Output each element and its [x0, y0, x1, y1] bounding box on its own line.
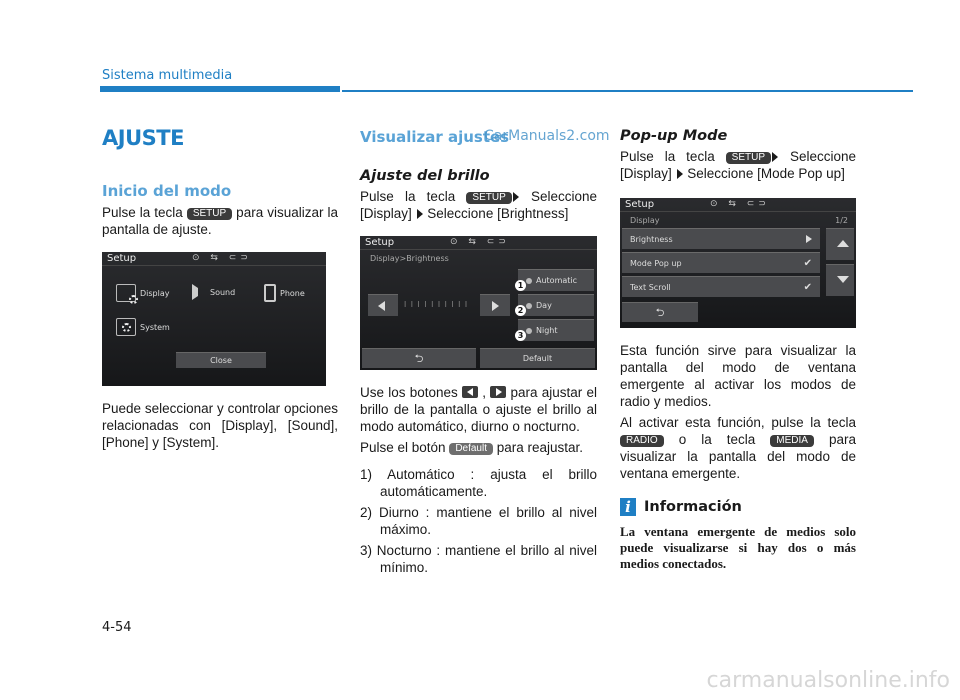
- label: Phone: [280, 288, 305, 298]
- text: Seleccione [Mode Pop up]: [683, 166, 845, 181]
- option-night[interactable]: [518, 319, 594, 341]
- screen-title: Setup: [107, 253, 137, 264]
- scroll-down-button[interactable]: [826, 264, 854, 296]
- default-key: Default: [449, 443, 493, 455]
- chevron-right-icon: [806, 235, 812, 243]
- radio-icon: [526, 278, 532, 284]
- row-text-scroll[interactable]: [622, 276, 820, 297]
- paragraph-botones: [360, 384, 597, 435]
- brightness-slider[interactable]: l l l l l l l l l l: [404, 300, 469, 309]
- media-key: MEDIA: [770, 435, 814, 447]
- options-list: [360, 466, 597, 576]
- label: System: [140, 322, 170, 332]
- status-icons: ⊙ ⇆ ⊂⊃: [710, 199, 770, 209]
- list-item: 2) Diurno : mantiene el brillo al nivel máximo.: [360, 505, 597, 537]
- check-icon: ✔: [803, 257, 812, 269]
- right-button[interactable]: [480, 294, 510, 316]
- close-button[interactable]: Close: [176, 352, 266, 368]
- radio-icon: [526, 328, 532, 334]
- subtitle-brillo: Ajuste del brillo: [360, 168, 490, 184]
- footer-watermark: carmanualsonline.info: [706, 668, 950, 693]
- back-icon: ⮌: [414, 352, 424, 365]
- info-icon: i: [620, 498, 636, 516]
- menu-sound[interactable]: [192, 284, 235, 300]
- column-2: [360, 126, 597, 580]
- paragraph-reajustar: [360, 439, 597, 456]
- page-number: 4-54: [102, 620, 132, 635]
- left-button[interactable]: [368, 294, 398, 316]
- page-title: AJUSTE: [102, 126, 184, 150]
- arrow-icon: [772, 152, 778, 162]
- scroll-up-button[interactable]: [826, 228, 854, 260]
- section-title-visualizar: Visualizar ajustes: [360, 128, 510, 146]
- list-item: 3) Nocturno : mantiene el brillo al nivel mínimo.: [360, 543, 597, 575]
- text: Seleccione [Brightness]: [423, 206, 569, 221]
- callout-3: 3: [515, 330, 526, 341]
- header-bar: [100, 86, 340, 92]
- text: para reajustar.: [493, 440, 584, 455]
- setup-key: SETUP: [466, 192, 511, 204]
- row-mode-pop-up[interactable]: [622, 252, 820, 273]
- header-line: [342, 90, 913, 92]
- arrow-icon: [417, 209, 423, 219]
- label: Display: [140, 288, 170, 298]
- list-item: 1) Automático : ajusta el brillo automáticamente.: [360, 467, 597, 499]
- text: para visualizar la pantalla de ajuste.: [102, 205, 339, 237]
- paragraph-popup: [620, 148, 856, 182]
- default-button[interactable]: Default: [480, 348, 595, 368]
- text: para ajustar el brillo de la pantalla o ajuste el brillo al modo automático, diurno o nocturno.: [360, 385, 597, 434]
- label: Sound: [210, 287, 236, 297]
- setup-key: SETUP: [187, 208, 232, 220]
- left-arrow-icon: [378, 301, 385, 311]
- text: Pulse la tecla: [102, 205, 187, 220]
- row-brightness[interactable]: [622, 228, 820, 249]
- menu-system[interactable]: [116, 318, 170, 336]
- setup-key: SETUP: [726, 152, 771, 164]
- text: Pulse la tecla: [360, 189, 467, 204]
- paragraph-inicio: [102, 204, 338, 238]
- up-arrow-icon: [837, 240, 849, 247]
- label: Brightness: [630, 234, 673, 244]
- subtitle-popup: Pop-up Mode: [620, 128, 728, 144]
- paragraph-brillo: [360, 188, 597, 222]
- arrow-icon: [513, 192, 519, 202]
- text: Pulse el botón: [360, 440, 450, 455]
- paragraph-opciones: Puede seleccionar y controlar opciones relacionadas con [Display], [Sound], [Phone] y [System].: [102, 401, 338, 450]
- right-key-icon: [490, 386, 506, 398]
- radio-key: RADIO: [620, 435, 664, 447]
- screen-title: Setup: [365, 237, 395, 248]
- watermark: CarManuals2.com: [484, 128, 610, 144]
- brightness-screen: [360, 236, 597, 370]
- left-key-icon: [462, 386, 478, 398]
- text: Use los botones: [360, 385, 463, 400]
- down-arrow-icon: [837, 276, 849, 283]
- callout-1: 1: [515, 280, 526, 291]
- section-title-inicio: Inicio del modo: [102, 182, 232, 200]
- back-button[interactable]: [622, 302, 698, 322]
- system-icon: [116, 318, 136, 336]
- text: Pulse la tecla: [620, 149, 726, 164]
- status-icons: ⊙ ⇆ ⊂⊃: [192, 253, 252, 263]
- page-indicator: 1/2: [835, 216, 848, 225]
- text: Al activar esta función, pulse la tecla: [620, 415, 856, 430]
- column-1: [102, 126, 338, 451]
- column-3: [620, 126, 856, 572]
- label: Night: [536, 326, 558, 335]
- text: Seleccione [Display]: [360, 189, 597, 221]
- screen-header: [102, 252, 326, 266]
- text: Seleccione [Display]: [620, 149, 856, 181]
- right-arrow-icon: [492, 301, 499, 311]
- display-icon: [116, 284, 136, 302]
- text: o la tecla: [663, 432, 771, 447]
- back-icon: ⮌: [655, 306, 665, 319]
- display-screen: [620, 198, 856, 328]
- callout-2: 2: [515, 305, 526, 316]
- text: para visualizar la pantalla del modo de ventana emergente.: [620, 432, 856, 481]
- phone-icon: [264, 284, 276, 302]
- arrow-icon: [677, 169, 683, 179]
- check-icon: ✔: [803, 281, 812, 293]
- screen-header: [620, 198, 856, 212]
- screen-header: [360, 236, 597, 250]
- label: Text Scroll: [630, 282, 671, 292]
- paragraph-funcion: Esta función sirve para visualizar la pantalla del modo de ventana emergente al activar los modos de radio y medios.: [620, 343, 856, 409]
- speaker-icon: [192, 284, 206, 300]
- screen-title: Setup: [625, 199, 655, 210]
- label: Day: [536, 301, 552, 310]
- info-header: [620, 498, 856, 516]
- info-title: Información: [644, 499, 742, 515]
- menu-phone[interactable]: [264, 284, 305, 302]
- option-automatic[interactable]: [518, 269, 594, 291]
- info-text: La ventana emergente de medios solo puede visualizarse si hay dos o más medios conectados.: [620, 524, 856, 571]
- menu-display[interactable]: [116, 284, 170, 302]
- option-day[interactable]: [518, 294, 594, 316]
- section-header: Sistema multimedia: [102, 68, 233, 83]
- back-button[interactable]: [362, 348, 476, 368]
- label: Mode Pop up: [630, 258, 682, 268]
- breadcrumb: Display>Brightness: [370, 254, 449, 263]
- status-icons: ⊙ ⇆ ⊂⊃: [450, 237, 510, 247]
- breadcrumb: Display: [630, 216, 660, 225]
- paragraph-activar: [620, 414, 856, 482]
- label: Automatic: [536, 276, 578, 285]
- radio-icon: [526, 303, 532, 309]
- text: ,: [478, 385, 491, 400]
- setup-screen: [102, 252, 326, 386]
